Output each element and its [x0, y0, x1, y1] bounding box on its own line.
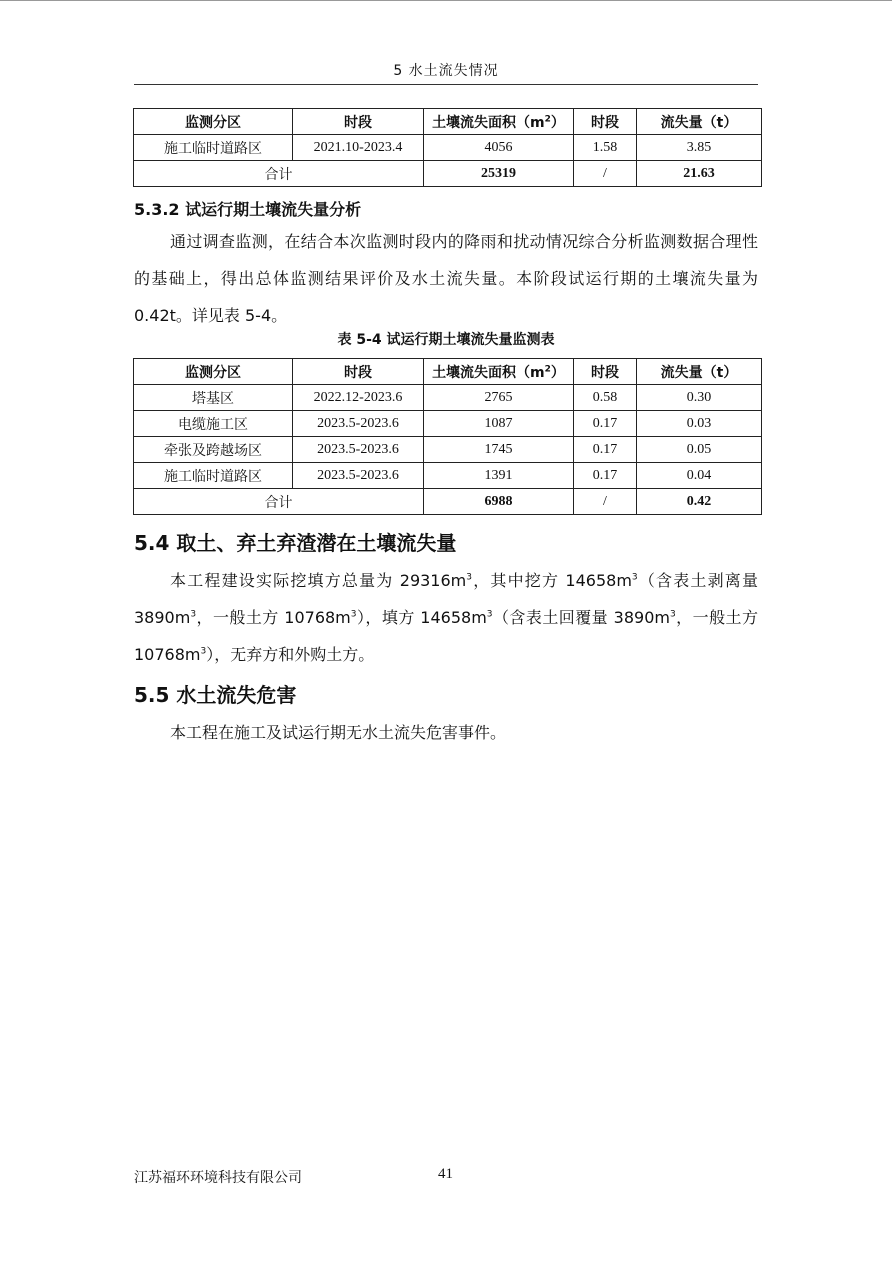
header-rule	[134, 84, 758, 85]
superscript: 3	[631, 572, 638, 583]
table-cell: 2023.5-2023.6	[293, 437, 424, 463]
table-cell: 0.17	[574, 437, 637, 463]
table-cell: 2023.5-2023.6	[293, 411, 424, 437]
superscript: 3	[466, 572, 472, 583]
header-cell-text: ）	[550, 364, 565, 381]
footer-company: 江苏福环环境科技有限公司	[134, 1170, 302, 1186]
table-row	[134, 135, 762, 161]
table-cell: 1745	[424, 437, 574, 463]
table-cell: 0.17	[574, 463, 637, 489]
table-row	[134, 463, 762, 489]
header-cell: 时段	[293, 109, 424, 135]
para-text: 本工程建设实际挖填方总量为 29316m	[170, 571, 467, 590]
table-cell: 2021.10-2023.4	[293, 135, 424, 161]
header-cell: 时段	[574, 359, 637, 385]
table-cell: 施工临时道路区	[134, 135, 293, 161]
section-heading-5-3-2: 5.3.2 试运行期土壤流失量分析	[134, 200, 362, 219]
table-cell: 0.03	[637, 411, 762, 437]
header-cell: 监测分区	[134, 359, 293, 385]
superscript: 2	[544, 363, 551, 374]
header-cell: 流失量（t）	[637, 109, 762, 135]
table-cell: 0.30	[637, 385, 762, 411]
section-heading-5-5: 5.5 水土流失危害	[134, 683, 297, 707]
table-cell: 0.58	[574, 385, 637, 411]
table-header-row	[134, 359, 762, 385]
header-cell: 时段	[574, 109, 637, 135]
para-text: ），无弃方和外购土方。	[206, 645, 375, 664]
superscript: 3	[350, 609, 357, 620]
section-paragraph	[134, 562, 758, 673]
para-text: ），填方 14658m	[356, 608, 487, 627]
section-heading-5-4: 5.4 取土、弃土弃渣潜在土壤流失量	[134, 531, 457, 555]
para-text: ，其中挖方 14658m	[472, 571, 632, 590]
table-5-4	[133, 358, 762, 515]
table-cell: 21.63	[637, 161, 762, 187]
table-cell: 4056	[424, 135, 574, 161]
table-cell: 合计	[134, 161, 424, 187]
table-cell: /	[574, 161, 637, 187]
table-cell: 0.05	[637, 437, 762, 463]
continued-table	[133, 108, 762, 187]
section-paragraph: 通过调查监测，在结合本次监测时段内的降雨和扰动情况综合分析监测数据合理性的基础上，得出总体监测结果评价及水土流失量。本阶段试运行期的土壤流失量为 0.42t。详见表 5-4。	[134, 232, 758, 325]
superscript: 3	[486, 609, 493, 620]
header-cell-text: ）	[550, 114, 565, 131]
table-cell: 2023.5-2023.6	[293, 463, 424, 489]
table-row	[134, 437, 762, 463]
section-paragraph: 本工程在施工及试运行期无水土流失危害事件。	[170, 723, 507, 742]
superscript: 3	[190, 609, 197, 620]
table-cell: 0.17	[574, 411, 637, 437]
page-number: 41	[438, 1166, 453, 1182]
table-cell: 牵张及跨越场区	[134, 437, 293, 463]
table-cell: 电缆施工区	[134, 411, 293, 437]
superscript: 2	[544, 113, 551, 124]
table-cell: 0.42	[637, 489, 762, 515]
table-cell: 0.04	[637, 463, 762, 489]
table-cell: 1087	[424, 411, 574, 437]
table-cell: 3.85	[637, 135, 762, 161]
header-cell	[424, 109, 574, 135]
header-cell	[424, 359, 574, 385]
running-header: 5 水土流失情况	[393, 63, 499, 79]
superscript: 3	[669, 609, 676, 620]
table-cell: 塔基区	[134, 385, 293, 411]
table-row	[134, 411, 762, 437]
header-cell-text: 土壤流失面积（m	[432, 364, 545, 381]
table-header-row	[134, 109, 762, 135]
para-text: （含表土回覆量 3890m	[492, 608, 670, 627]
para-text: （含表土剥离量 3890m	[134, 571, 758, 627]
table-cell: 25319	[424, 161, 574, 187]
table-total-row	[134, 489, 762, 515]
para-text: ，一般土方 10768m	[196, 608, 351, 627]
para-text: ，一般土方 10768m	[134, 608, 758, 664]
table-cell: /	[574, 489, 637, 515]
table-cell: 6988	[424, 489, 574, 515]
table-cell: 1391	[424, 463, 574, 489]
superscript: 3	[200, 646, 207, 657]
table-cell: 合计	[134, 489, 424, 515]
table-cell: 施工临时道路区	[134, 463, 293, 489]
table-caption: 表 5-4 试运行期土壤流失量监测表	[337, 332, 555, 348]
header-cell: 时段	[293, 359, 424, 385]
table-cell: 2022.12-2023.6	[293, 385, 424, 411]
header-cell-text: 土壤流失面积（m	[432, 114, 545, 131]
table-total-row	[134, 161, 762, 187]
header-cell: 流失量（t）	[637, 359, 762, 385]
table-cell: 1.58	[574, 135, 637, 161]
table-cell: 2765	[424, 385, 574, 411]
page-top-border	[0, 0, 892, 1]
header-cell: 监测分区	[134, 109, 293, 135]
table-row	[134, 385, 762, 411]
